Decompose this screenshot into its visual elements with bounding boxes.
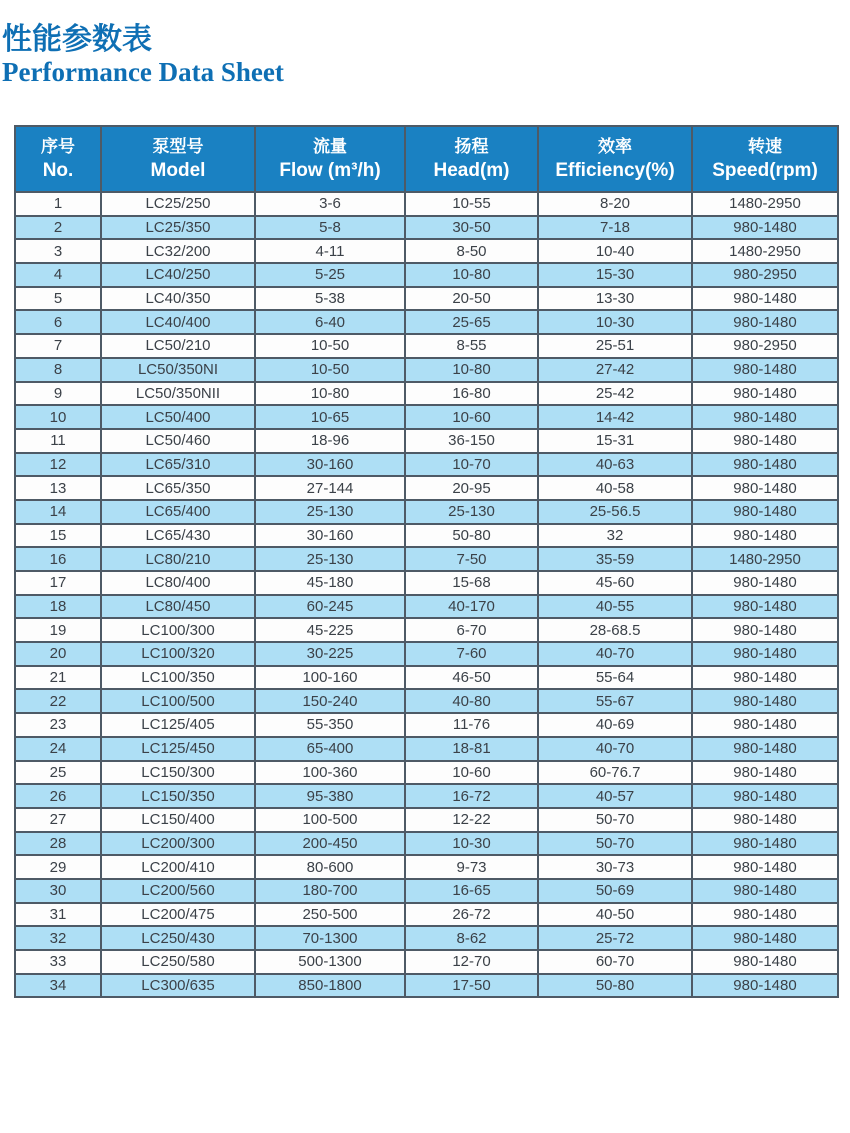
cell-head: 40-80	[405, 689, 538, 713]
cell-no: 15	[15, 524, 101, 548]
cell-flow: 45-225	[255, 618, 405, 642]
table-row	[15, 263, 838, 287]
cell-head: 10-80	[405, 358, 538, 382]
cell-model: LC65/310	[101, 453, 255, 477]
cell-head: 10-55	[405, 192, 538, 216]
cell-no: 7	[15, 334, 101, 358]
cell-no: 19	[15, 618, 101, 642]
cell-efficiency: 7-18	[538, 216, 692, 240]
cell-model: LC25/350	[101, 216, 255, 240]
cell-speed: 980-1480	[692, 310, 838, 334]
cell-flow: 18-96	[255, 429, 405, 453]
cell-efficiency: 25-51	[538, 334, 692, 358]
cell-no: 13	[15, 476, 101, 500]
cell-model: LC200/475	[101, 903, 255, 927]
column-header-head	[405, 126, 538, 192]
cell-flow: 4-11	[255, 239, 405, 263]
cell-efficiency: 50-70	[538, 808, 692, 832]
column-header-model-zh: 泵型号	[152, 136, 204, 156]
cell-model: LC125/405	[101, 713, 255, 737]
cell-head: 16-65	[405, 879, 538, 903]
cell-speed: 980-1480	[692, 974, 838, 998]
table-row	[15, 500, 838, 524]
cell-no: 29	[15, 855, 101, 879]
cell-speed: 980-1480	[692, 595, 838, 619]
cell-speed: 980-1480	[692, 832, 838, 856]
cell-efficiency: 40-58	[538, 476, 692, 500]
cell-efficiency: 28-68.5	[538, 618, 692, 642]
cell-model: LC32/200	[101, 239, 255, 263]
table-row	[15, 926, 838, 950]
cell-efficiency: 27-42	[538, 358, 692, 382]
cell-model: LC300/635	[101, 974, 255, 998]
cell-speed: 980-1480	[692, 216, 838, 240]
cell-no: 22	[15, 689, 101, 713]
cell-head: 7-50	[405, 547, 538, 571]
cell-speed: 1480-2950	[692, 239, 838, 263]
cell-model: LC50/460	[101, 429, 255, 453]
cell-no: 32	[15, 926, 101, 950]
cell-head: 18-81	[405, 737, 538, 761]
column-header-flow-zh: 流量	[313, 136, 347, 156]
cell-flow: 100-360	[255, 761, 405, 785]
cell-efficiency: 40-55	[538, 595, 692, 619]
cell-efficiency: 40-70	[538, 737, 692, 761]
cell-flow: 10-50	[255, 334, 405, 358]
cell-efficiency: 10-40	[538, 239, 692, 263]
table-row	[15, 761, 838, 785]
cell-flow: 10-80	[255, 382, 405, 406]
cell-efficiency: 15-30	[538, 263, 692, 287]
cell-speed: 980-1480	[692, 453, 838, 477]
table-row	[15, 642, 838, 666]
cell-model: LC150/350	[101, 784, 255, 808]
cell-head: 10-60	[405, 761, 538, 785]
cell-efficiency: 10-30	[538, 310, 692, 334]
cell-flow: 3-6	[255, 192, 405, 216]
cell-speed: 980-1480	[692, 429, 838, 453]
cell-model: LC150/300	[101, 761, 255, 785]
cell-no: 34	[15, 974, 101, 998]
cell-head: 50-80	[405, 524, 538, 548]
table-row	[15, 429, 838, 453]
cell-head: 12-70	[405, 950, 538, 974]
table-row	[15, 855, 838, 879]
cell-speed: 980-1480	[692, 524, 838, 548]
cell-head: 25-65	[405, 310, 538, 334]
performance-table	[14, 125, 839, 998]
table-row	[15, 950, 838, 974]
table-row	[15, 382, 838, 406]
cell-efficiency: 40-69	[538, 713, 692, 737]
cell-no: 17	[15, 571, 101, 595]
cell-flow: 30-225	[255, 642, 405, 666]
cell-efficiency: 50-70	[538, 832, 692, 856]
cell-speed: 980-1480	[692, 571, 838, 595]
cell-no: 33	[15, 950, 101, 974]
cell-speed: 980-1480	[692, 950, 838, 974]
page-title-english: Performance Data Sheet	[2, 56, 284, 87]
table-row	[15, 287, 838, 311]
table-row	[15, 453, 838, 477]
cell-efficiency: 40-70	[538, 642, 692, 666]
cell-flow: 45-180	[255, 571, 405, 595]
cell-head: 15-68	[405, 571, 538, 595]
table-row	[15, 547, 838, 571]
cell-efficiency: 40-63	[538, 453, 692, 477]
cell-efficiency: 15-31	[538, 429, 692, 453]
cell-flow: 60-245	[255, 595, 405, 619]
cell-flow: 5-25	[255, 263, 405, 287]
cell-speed: 980-1480	[692, 855, 838, 879]
cell-model: LC25/250	[101, 192, 255, 216]
column-header-no-zh: 序号	[41, 136, 75, 156]
column-header-efficiency-zh: 效率	[598, 136, 632, 156]
cell-model: LC200/560	[101, 879, 255, 903]
cell-efficiency: 25-42	[538, 382, 692, 406]
cell-model: LC80/450	[101, 595, 255, 619]
cell-flow: 850-1800	[255, 974, 405, 998]
cell-model: LC200/300	[101, 832, 255, 856]
cell-flow: 500-1300	[255, 950, 405, 974]
cell-flow: 95-380	[255, 784, 405, 808]
column-header-no	[15, 126, 101, 192]
cell-head: 16-72	[405, 784, 538, 808]
cell-no: 9	[15, 382, 101, 406]
cell-head: 10-70	[405, 453, 538, 477]
cell-flow: 80-600	[255, 855, 405, 879]
cell-flow: 200-450	[255, 832, 405, 856]
cell-no: 18	[15, 595, 101, 619]
cell-flow: 25-130	[255, 500, 405, 524]
cell-speed: 980-1480	[692, 784, 838, 808]
header-row	[15, 126, 838, 192]
cell-no: 2	[15, 216, 101, 240]
cell-speed: 980-1480	[692, 500, 838, 524]
cell-no: 14	[15, 500, 101, 524]
table-row	[15, 618, 838, 642]
cell-no: 24	[15, 737, 101, 761]
cell-flow: 250-500	[255, 903, 405, 927]
column-header-flow	[255, 126, 405, 192]
table-row	[15, 808, 838, 832]
cell-no: 3	[15, 239, 101, 263]
cell-speed: 1480-2950	[692, 547, 838, 571]
table-row	[15, 879, 838, 903]
cell-no: 25	[15, 761, 101, 785]
cell-head: 8-55	[405, 334, 538, 358]
cell-efficiency: 55-64	[538, 666, 692, 690]
table-row	[15, 784, 838, 808]
cell-efficiency: 50-80	[538, 974, 692, 998]
cell-no: 30	[15, 879, 101, 903]
table-row	[15, 334, 838, 358]
table-row	[15, 832, 838, 856]
column-header-head-en: Head(m)	[433, 160, 510, 182]
cell-efficiency: 55-67	[538, 689, 692, 713]
column-header-speed-zh: 转速	[748, 136, 782, 156]
cell-speed: 980-1480	[692, 879, 838, 903]
cell-speed: 980-1480	[692, 689, 838, 713]
table-row	[15, 666, 838, 690]
cell-flow: 65-400	[255, 737, 405, 761]
column-header-model-en: Model	[150, 160, 206, 182]
table-body	[15, 192, 838, 997]
cell-no: 8	[15, 358, 101, 382]
cell-speed: 980-1480	[692, 382, 838, 406]
cell-flow: 10-50	[255, 358, 405, 382]
cell-model: LC100/320	[101, 642, 255, 666]
cell-no: 23	[15, 713, 101, 737]
cell-efficiency: 40-50	[538, 903, 692, 927]
cell-efficiency: 40-57	[538, 784, 692, 808]
cell-flow: 5-38	[255, 287, 405, 311]
cell-no: 21	[15, 666, 101, 690]
cell-efficiency: 50-69	[538, 879, 692, 903]
cell-head: 10-80	[405, 263, 538, 287]
cell-head: 16-80	[405, 382, 538, 406]
column-header-no-en: No.	[42, 160, 74, 182]
cell-model: LC65/350	[101, 476, 255, 500]
cell-no: 4	[15, 263, 101, 287]
cell-flow: 6-40	[255, 310, 405, 334]
cell-speed: 980-1480	[692, 761, 838, 785]
cell-no: 27	[15, 808, 101, 832]
table-row	[15, 571, 838, 595]
cell-no: 6	[15, 310, 101, 334]
cell-head: 36-150	[405, 429, 538, 453]
cell-model: LC50/350NII	[101, 382, 255, 406]
table-row	[15, 595, 838, 619]
cell-efficiency: 8-20	[538, 192, 692, 216]
cell-model: LC150/400	[101, 808, 255, 832]
cell-efficiency: 60-70	[538, 950, 692, 974]
column-header-efficiency-en: Efficiency(%)	[555, 160, 675, 182]
cell-speed: 980-1480	[692, 476, 838, 500]
cell-flow: 150-240	[255, 689, 405, 713]
cell-no: 31	[15, 903, 101, 927]
cell-no: 10	[15, 405, 101, 429]
cell-efficiency: 45-60	[538, 571, 692, 595]
cell-head: 12-22	[405, 808, 538, 832]
cell-efficiency: 32	[538, 524, 692, 548]
cell-head: 25-130	[405, 500, 538, 524]
cell-flow: 10-65	[255, 405, 405, 429]
cell-head: 46-50	[405, 666, 538, 690]
table-row	[15, 524, 838, 548]
cell-speed: 1480-2950	[692, 192, 838, 216]
cell-head: 8-62	[405, 926, 538, 950]
cell-model: LC50/350NI	[101, 358, 255, 382]
column-header-efficiency	[538, 126, 692, 192]
cell-head: 26-72	[405, 903, 538, 927]
cell-model: LC200/410	[101, 855, 255, 879]
cell-model: LC50/210	[101, 334, 255, 358]
cell-head: 10-60	[405, 405, 538, 429]
cell-speed: 980-2950	[692, 263, 838, 287]
cell-flow: 100-500	[255, 808, 405, 832]
cell-speed: 980-1480	[692, 642, 838, 666]
cell-flow: 25-130	[255, 547, 405, 571]
cell-efficiency: 30-73	[538, 855, 692, 879]
cell-model: LC100/350	[101, 666, 255, 690]
cell-speed: 980-1480	[692, 618, 838, 642]
cell-speed: 980-1480	[692, 808, 838, 832]
cell-efficiency: 35-59	[538, 547, 692, 571]
cell-efficiency: 13-30	[538, 287, 692, 311]
cell-head: 6-70	[405, 618, 538, 642]
column-header-speed-en: Speed(rpm)	[712, 160, 818, 182]
cell-speed: 980-1480	[692, 713, 838, 737]
table-row	[15, 310, 838, 334]
cell-no: 26	[15, 784, 101, 808]
cell-speed: 980-1480	[692, 405, 838, 429]
table-row	[15, 974, 838, 998]
cell-no: 5	[15, 287, 101, 311]
cell-flow: 100-160	[255, 666, 405, 690]
cell-no: 12	[15, 453, 101, 477]
cell-head: 20-95	[405, 476, 538, 500]
table-row	[15, 216, 838, 240]
cell-no: 1	[15, 192, 101, 216]
cell-speed: 980-1480	[692, 287, 838, 311]
page-title-chinese: 性能参数表	[2, 23, 152, 56]
table-row	[15, 689, 838, 713]
table-row	[15, 192, 838, 216]
table-row	[15, 405, 838, 429]
cell-head: 9-73	[405, 855, 538, 879]
cell-head: 11-76	[405, 713, 538, 737]
column-header-head-zh: 扬程	[454, 136, 489, 156]
cell-efficiency: 14-42	[538, 405, 692, 429]
cell-model: LC40/350	[101, 287, 255, 311]
cell-flow: 30-160	[255, 524, 405, 548]
cell-model: LC125/450	[101, 737, 255, 761]
page-title-block	[0, 0, 850, 87]
cell-no: 20	[15, 642, 101, 666]
cell-efficiency: 25-72	[538, 926, 692, 950]
table-header	[15, 126, 838, 192]
cell-no: 11	[15, 429, 101, 453]
cell-speed: 980-1480	[692, 666, 838, 690]
cell-model: LC100/300	[101, 618, 255, 642]
cell-speed: 980-1480	[692, 926, 838, 950]
cell-flow: 5-8	[255, 216, 405, 240]
cell-head: 17-50	[405, 974, 538, 998]
cell-head: 40-170	[405, 595, 538, 619]
cell-flow: 180-700	[255, 879, 405, 903]
column-header-speed	[692, 126, 838, 192]
cell-model: LC250/580	[101, 950, 255, 974]
cell-model: LC80/210	[101, 547, 255, 571]
table-row	[15, 737, 838, 761]
cell-efficiency: 60-76.7	[538, 761, 692, 785]
cell-model: LC65/430	[101, 524, 255, 548]
column-header-model	[101, 126, 255, 192]
cell-flow: 55-350	[255, 713, 405, 737]
cell-head: 8-50	[405, 239, 538, 263]
cell-model: LC250/430	[101, 926, 255, 950]
cell-no: 28	[15, 832, 101, 856]
table-row	[15, 903, 838, 927]
cell-speed: 980-1480	[692, 358, 838, 382]
cell-model: LC40/250	[101, 263, 255, 287]
table-row	[15, 239, 838, 263]
table-row	[15, 476, 838, 500]
cell-flow: 70-1300	[255, 926, 405, 950]
cell-speed: 980-2950	[692, 334, 838, 358]
cell-no: 16	[15, 547, 101, 571]
table-row	[15, 358, 838, 382]
cell-head: 20-50	[405, 287, 538, 311]
table-row	[15, 713, 838, 737]
cell-head: 7-60	[405, 642, 538, 666]
cell-model: LC50/400	[101, 405, 255, 429]
cell-flow: 27-144	[255, 476, 405, 500]
column-header-flow-en: Flow (m³/h)	[279, 160, 381, 182]
cell-head: 10-30	[405, 832, 538, 856]
cell-speed: 980-1480	[692, 737, 838, 761]
cell-model: LC65/400	[101, 500, 255, 524]
cell-model: LC100/500	[101, 689, 255, 713]
cell-speed: 980-1480	[692, 903, 838, 927]
cell-model: LC80/400	[101, 571, 255, 595]
cell-flow: 30-160	[255, 453, 405, 477]
cell-model: LC40/400	[101, 310, 255, 334]
cell-head: 30-50	[405, 216, 538, 240]
cell-efficiency: 25-56.5	[538, 500, 692, 524]
